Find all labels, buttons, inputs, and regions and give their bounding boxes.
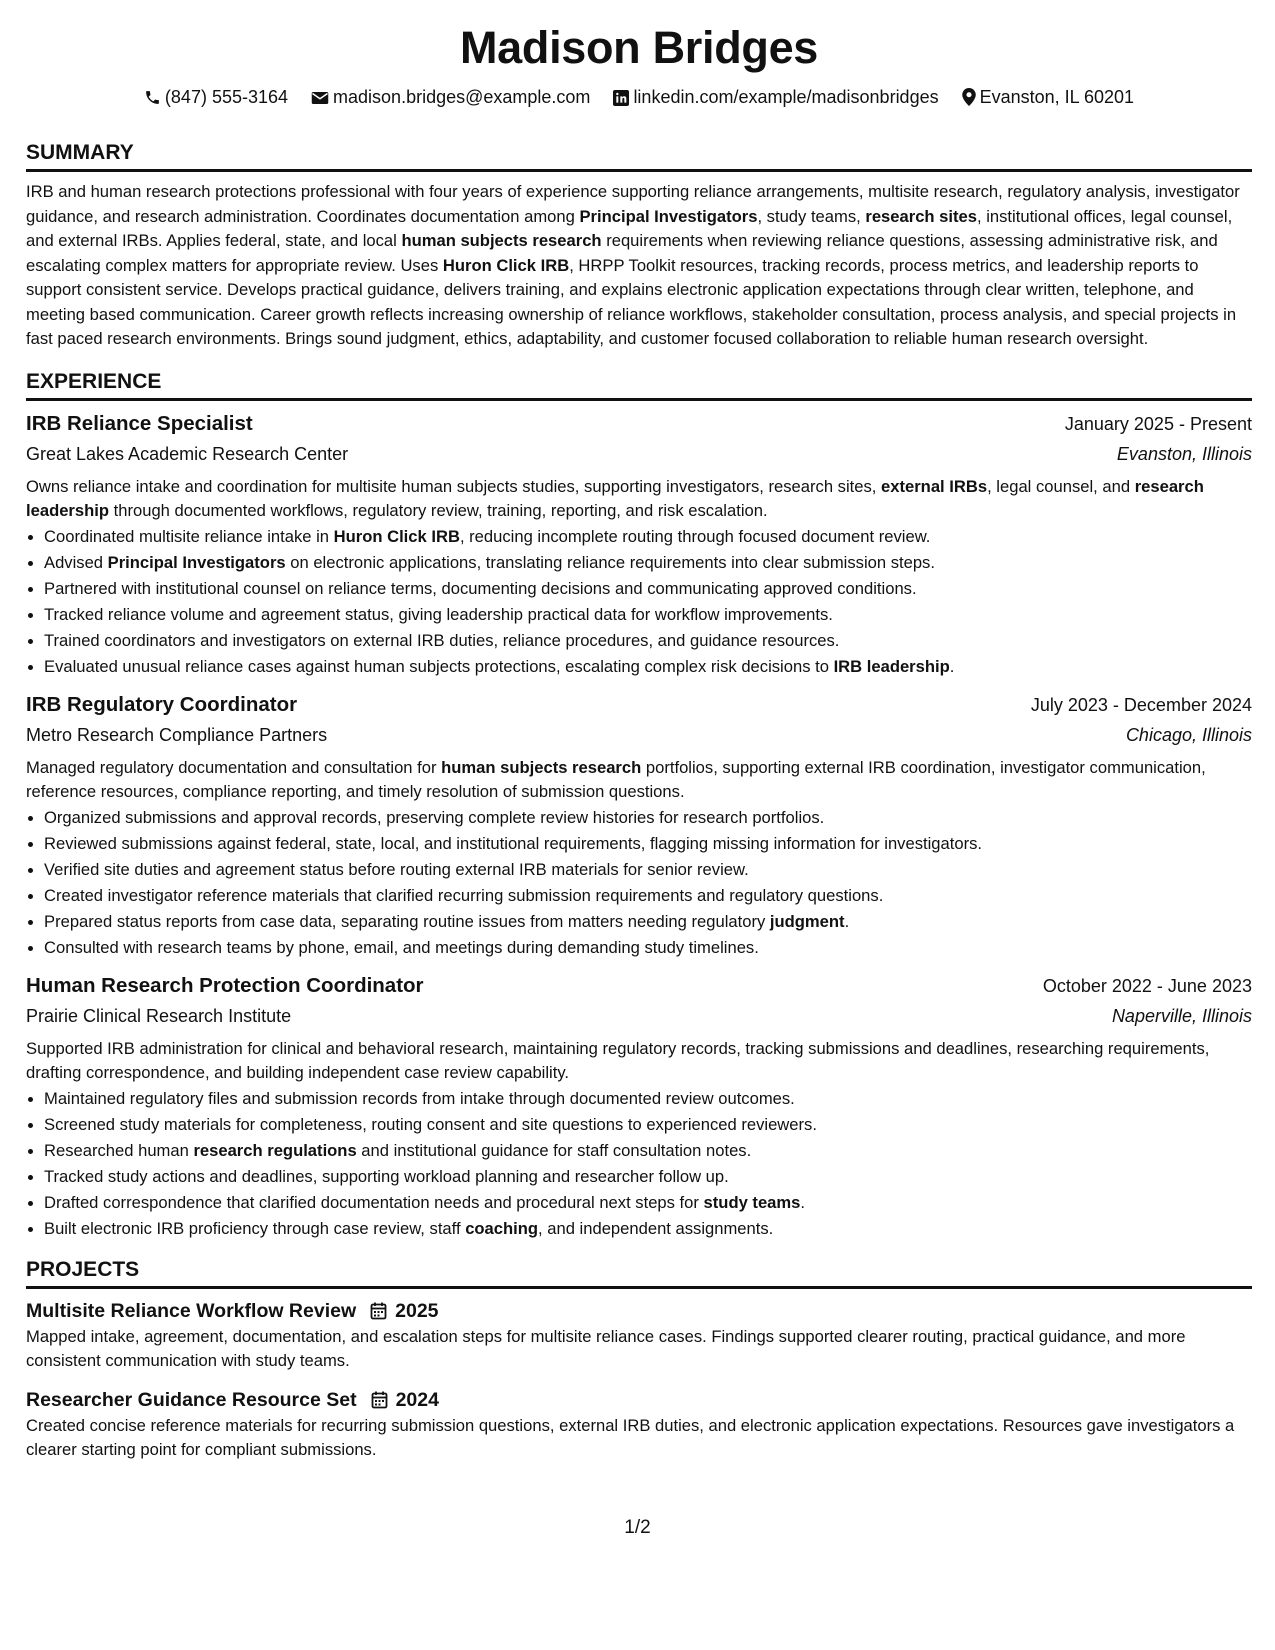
emphasis-text: Huron Click IRB	[442, 255, 570, 275]
linkedin-icon	[613, 90, 629, 106]
text-run: Supported IRB administration for clinical and behavioral research, maintaining regulatory records, tracking submissions and deadlines, researching requirements, drafting correspondence, and building independent case review capability.	[26, 1038, 1210, 1083]
emphasis-text: coaching	[465, 1218, 539, 1238]
job-dates: October 2022 - June 2023	[1042, 975, 1252, 996]
project-description: Mapped intake, agreement, documentation, and escalation steps for multisite reliance cases. Findings supported clearer routing, practical guidance, and more consistent communication with study teams.	[26, 1326, 1186, 1371]
text-run: Consulted with research teams by phone, email, and meetings during demanding study timelines.	[44, 937, 759, 957]
bullet-item	[44, 857, 1252, 883]
job-summary	[26, 756, 1252, 805]
emphasis-text: human subjects research	[401, 231, 602, 251]
job-bullets	[26, 1086, 1252, 1242]
summary-heading: SUMMARY	[26, 139, 1252, 172]
emphasis-text: Principal Investigators	[107, 552, 286, 572]
bullet-item	[44, 602, 1252, 628]
phone-text: (847) 555-3164	[164, 87, 289, 108]
page-number: 1/2	[624, 1517, 651, 1538]
calendar-icon	[370, 1302, 387, 1320]
job-company: Prairie Clinical Research Institute	[26, 1005, 292, 1026]
projects-section	[26, 1256, 1252, 1463]
text-run: Trained coordinators and investigators on external IRB duties, reliance procedures, and guidance resources.	[44, 630, 840, 650]
text-run: Advised	[44, 552, 108, 572]
text-run: Created investigator reference materials that clarified recurring submission requirements and regulatory questions.	[44, 885, 884, 905]
project-entry	[26, 1386, 1252, 1463]
phone-icon	[144, 89, 161, 106]
job-location: Naperville, Illinois	[1111, 1005, 1252, 1026]
email-text: madison.bridges@example.com	[333, 87, 591, 108]
location-pin-icon	[962, 88, 976, 106]
text-run: through documented workflows, regulatory review, training, reporting, and risk escalation.	[109, 501, 768, 521]
emphasis-text: external IRBs	[881, 476, 988, 496]
emphasis-text: Principal Investigators	[579, 206, 758, 226]
project-name: Multisite Reliance Workflow Review	[26, 1299, 357, 1322]
bullet-item	[44, 831, 1252, 857]
text-run: portfolios, supporting external IRB coordination, investigator communication, reference resources, compliance reporting, and timely resolution of submission questions.	[26, 757, 1206, 802]
location-text: Evanston, IL 60201	[979, 87, 1135, 108]
bullet-item	[44, 524, 1252, 550]
text-run: , legal counsel, and	[987, 476, 1135, 496]
text-run: Tracked study actions and deadlines, supporting workload planning and researcher follow up.	[44, 1166, 729, 1186]
bullet-item	[44, 654, 1252, 680]
projects-heading: PROJECTS	[26, 1256, 1252, 1289]
job-title: IRB Regulatory Coordinator	[26, 692, 298, 716]
job-location: Chicago, Illinois	[1125, 724, 1252, 745]
text-run: .	[800, 1192, 806, 1212]
contact-email[interactable]	[311, 85, 590, 109]
job-entry	[26, 409, 1252, 680]
text-run: Reviewed submissions against federal, state, local, and institutional requirements, flagging missing information for investigators.	[44, 833, 983, 853]
bullet-item	[44, 935, 1252, 961]
text-run: Owns reliance intake and coordination for multisite human subjects studies, supporting investigators, research sites,	[26, 476, 882, 496]
text-run: IRB and human research protections professional with four years of experience supporting reliance arrangements, multisite research, regulatory analysis, investigator guidance, and research administration. Coordinates documentation among	[26, 182, 1240, 226]
job-company: Metro Research Compliance Partners	[26, 724, 328, 745]
bullet-item	[44, 1138, 1252, 1164]
bullet-item	[44, 909, 1252, 935]
emphasis-text: research leadership	[26, 476, 1204, 521]
emphasis-text: research regulations	[193, 1140, 357, 1160]
text-run: requirements when reviewing reliance questions, assessing administrative risk, and escalating complex matters for appropriate review. Uses	[26, 231, 1218, 275]
text-run: Prepared status reports from case data, separating routine issues from matters needing regulatory	[44, 911, 770, 931]
project-year: 2025	[395, 1299, 439, 1322]
emphasis-text: judgment	[769, 911, 845, 931]
text-run: and institutional guidance for staff consultation notes.	[356, 1140, 752, 1160]
job-entry	[26, 690, 1252, 961]
text-run: Built electronic IRB proficiency through case review, staff	[44, 1218, 466, 1238]
emphasis-text: human subjects research	[441, 757, 642, 777]
text-run: , and independent assignments.	[538, 1218, 774, 1238]
linkedin-text: linkedin.com/example/madisonbridges	[633, 87, 939, 108]
bullet-item	[44, 628, 1252, 654]
contact-linkedin[interactable]	[613, 85, 938, 109]
experience-section	[26, 368, 1252, 1242]
bullet-item	[44, 805, 1252, 831]
summary-text	[26, 180, 1252, 352]
text-run: Screened study materials for completeness, routing consent and site questions to experienced reviewers.	[44, 1114, 817, 1134]
summary-section	[26, 139, 1252, 352]
contact-bar	[26, 84, 1252, 109]
bullet-item	[44, 576, 1252, 602]
contact-phone[interactable]	[144, 85, 288, 109]
project-name: Researcher Guidance Resource Set	[26, 1388, 357, 1411]
emphasis-text: IRB leadership	[833, 656, 950, 676]
job-location: Evanston, Illinois	[1116, 443, 1252, 464]
text-run: .	[844, 911, 850, 931]
envelope-icon	[311, 90, 329, 106]
text-run: Managed regulatory documentation and consultation for	[26, 757, 442, 777]
emphasis-text: research sites	[865, 206, 977, 226]
bullet-item	[44, 1216, 1252, 1242]
job-dates: July 2023 - December 2024	[1030, 694, 1252, 715]
project-entry	[26, 1297, 1252, 1374]
text-run: Verified site duties and agreement status before routing external IRB materials for senior review.	[44, 859, 749, 879]
job-title: Human Research Protection Coordinator	[26, 973, 424, 997]
bullet-item	[44, 883, 1252, 909]
job-bullets	[26, 805, 1252, 961]
bullet-item	[44, 1086, 1252, 1112]
calendar-icon	[371, 1391, 388, 1409]
experience-heading: EXPERIENCE	[26, 368, 1252, 401]
text-run: Evaluated unusual reliance cases against human subjects protections, escalating complex risk decisions to	[44, 656, 834, 676]
emphasis-text: Huron Click IRB	[333, 526, 460, 546]
job-bullets	[26, 524, 1252, 680]
bullet-item	[44, 1164, 1252, 1190]
text-run: on electronic applications, translating reliance requirements into clear submission steps.	[285, 552, 935, 572]
text-run: Maintained regulatory files and submission records from intake through documented review outcomes.	[44, 1088, 795, 1108]
text-run: , institutional offices, legal counsel, and external IRBs. Applies federal, state, and local	[26, 206, 1233, 251]
bullet-item	[44, 550, 1252, 576]
contact-location	[962, 85, 1134, 109]
project-description: Created concise reference materials for recurring submission questions, external IRB duties, and electronic application expectations. Resources gave investigators a clearer starting point for compliant submissions.	[26, 1415, 1235, 1460]
project-year: 2024	[395, 1388, 439, 1411]
job-entry	[26, 971, 1252, 1242]
text-run: Partnered with institutional counsel on reliance terms, documenting decisions and communicating approved conditions.	[44, 578, 917, 598]
emphasis-text: study teams	[703, 1192, 801, 1212]
job-summary	[26, 475, 1252, 524]
candidate-name: Madison Bridges	[459, 22, 819, 73]
bullet-item	[44, 1112, 1252, 1138]
resume-page	[26, 18, 1252, 1463]
job-summary	[26, 1037, 1252, 1086]
text-run: , study teams,	[757, 206, 866, 226]
text-run: Coordinated multisite reliance intake in	[44, 526, 334, 546]
text-run: Organized submissions and approval records, preserving complete review histories for research portfolios.	[44, 807, 825, 827]
text-run: , HRPP Toolkit resources, tracking records, process metrics, and leadership reports to support consistent service. Develops practical guidance, delivers training, and explains electronic application expectations through clear written, telephone, and meeting based communication. Career growth reflects increasing ownership of reliance workflows, stakeholder consultation, process analysis, and special projects in fast paced research environments. Brings sound judgment, ethics, adaptability, and customer focused collaboration to reliable human research oversight.	[26, 255, 1237, 349]
job-title: IRB Reliance Specialist	[26, 411, 253, 435]
text-run: , reducing incomplete routing through focused document review.	[459, 526, 931, 546]
text-run: Drafted correspondence that clarified documentation needs and procedural next steps for	[44, 1192, 704, 1212]
text-run: Tracked reliance volume and agreement status, giving leadership practical data for workflow improvements.	[44, 604, 833, 624]
text-run: Researched human	[44, 1140, 194, 1160]
text-run: .	[949, 656, 955, 676]
bullet-item	[44, 1190, 1252, 1216]
job-company: Great Lakes Academic Research Center	[26, 443, 349, 464]
job-dates: January 2025 - Present	[1064, 413, 1252, 434]
